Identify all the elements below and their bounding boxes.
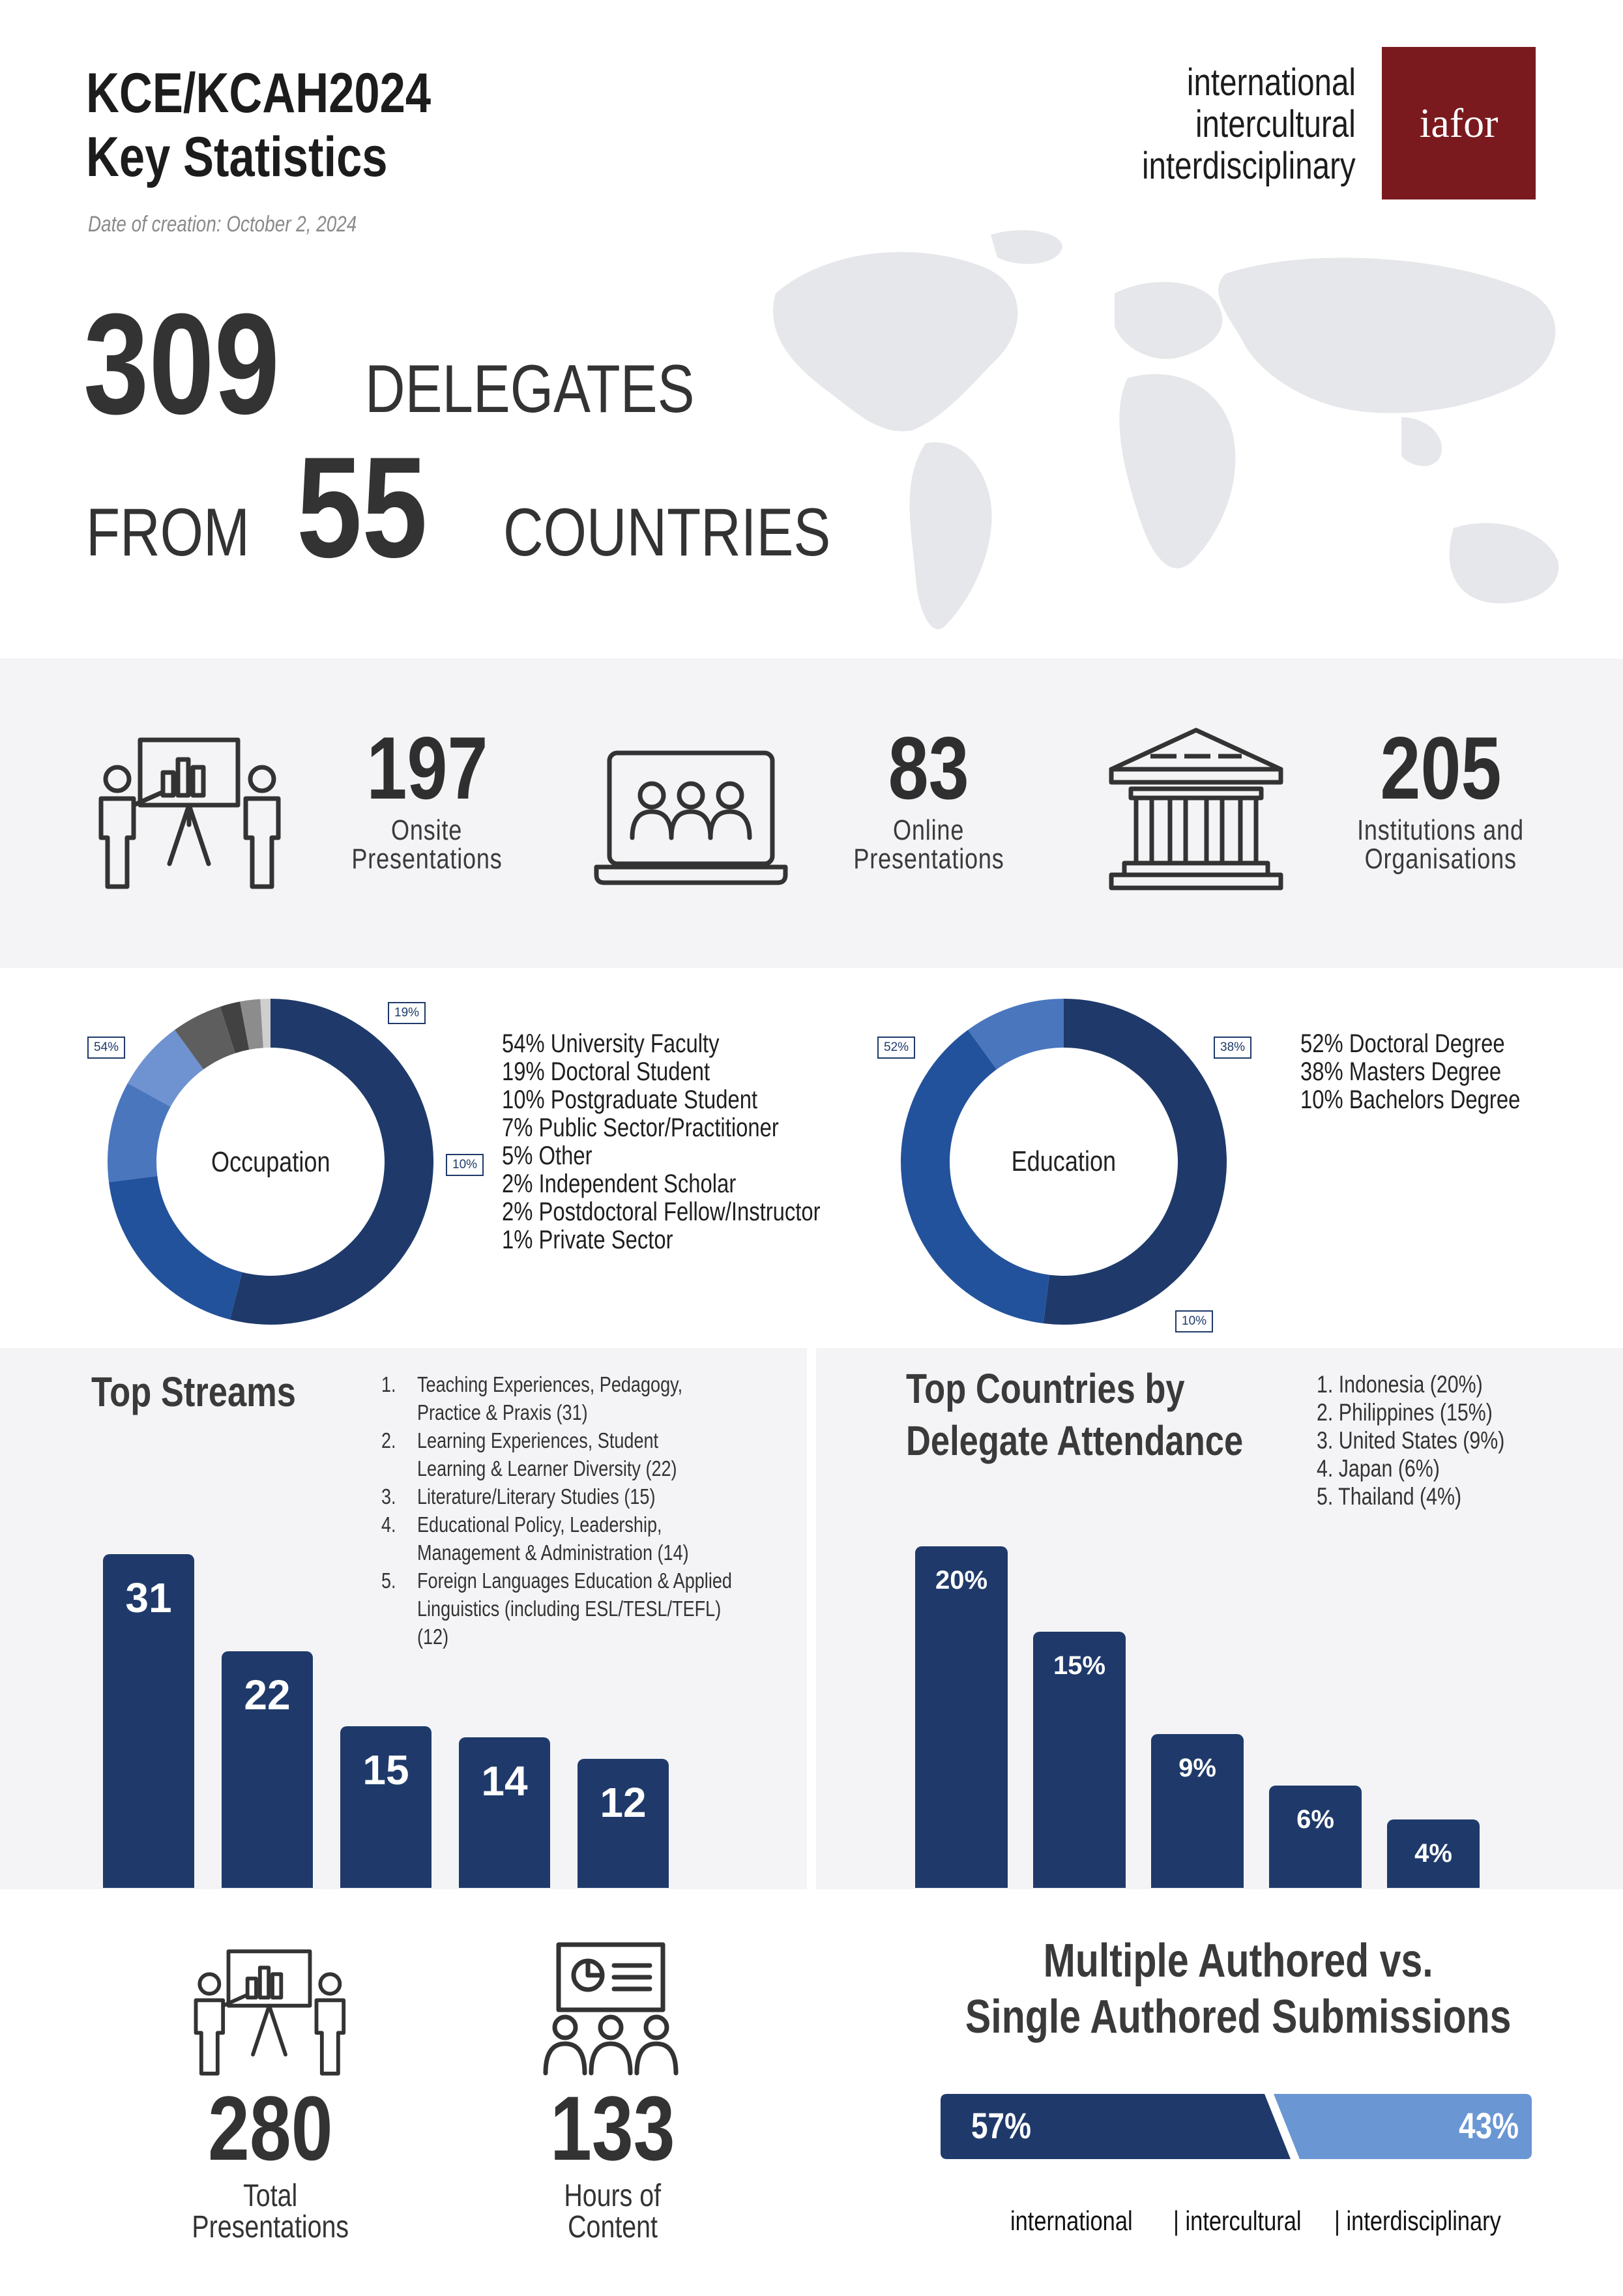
title-line-2: Key Statistics [86,126,388,188]
total-presentations-count: 280 [208,2077,333,2179]
institutions-count: 205 [1379,718,1502,817]
title-line-1: KCE/KCAH2024 [86,62,431,125]
occupation-center-label: Occupation [211,1146,330,1178]
bar-value-label: 22 [244,1671,291,1718]
list-item: 2. Learning Experiences, Student Learning & Learner Diversity (22) [381,1428,677,1480]
legend-item: 2% Postdoctoral Fellow/Instructor [502,1198,821,1226]
bottom-tagline: international | intercultural | interdisciplinary [1010,2205,1501,2236]
education-callout-52: 52% [877,1037,915,1059]
bar-value-label: 31 [125,1574,172,1621]
legend-item: 54% University Faculty [502,1029,720,1058]
bar-value-label: 4% [1414,1839,1452,1868]
bar-value-label: 15 [362,1746,409,1793]
delegates-count: 309 [83,284,280,444]
bar-value-label: 9% [1178,1754,1216,1782]
onsite-presentations-count: 197 [366,718,488,817]
list-item: 1. Teaching Experiences, Pedagogy, Practice & Praxis (31) [381,1372,683,1424]
legend-item: 7% Public Sector/Practitioner [502,1113,779,1142]
education-callout-10: 10% [1175,1310,1213,1332]
hours-label: Hours of Content [564,2179,662,2244]
legend-item: 1% Private Sector [502,1226,673,1254]
legend-item: 10% Postgraduate Student [502,1085,758,1114]
onsite-presentations-label: Onsite Presentations [351,814,503,875]
multiple-authored-pct: 57% [971,2105,1031,2146]
list-item: 1. Indonesia (20%) [1317,1371,1483,1398]
bar-value-label: 20% [935,1566,988,1595]
tagline-line-3: interdisciplinary [1142,145,1356,187]
countries-title: Top Countries by Delegate Attendance [906,1365,1244,1464]
legend-item: 10% Bachelors Degree [1300,1085,1521,1114]
list-item: 4. Japan (6%) [1317,1455,1440,1482]
single-authored-pct: 43% [1459,2105,1519,2146]
from-label: FROM [86,495,250,570]
countries-count: 55 [297,427,428,587]
occupation-callout-19: 19% [388,1002,426,1024]
countries-label: COUNTRIES [503,495,831,570]
authored-title: Multiple Authored vs. Single Authored Submissions [965,1935,1512,2043]
legend-item: 19% Doctoral Student [502,1057,710,1086]
education-callout-38: 38% [1214,1037,1251,1059]
total-presentations-label: Total Presentations [192,2179,349,2244]
creation-date: Date of creation: October 2, 2024 [88,212,357,237]
iafor-logo: iafor [1382,47,1536,199]
online-presentations-label: Online Presentations [853,814,1004,875]
legend-item: 2% Independent Scholar [502,1170,737,1198]
list-item: 5. Thailand (4%) [1317,1483,1462,1510]
streams-title: Top Streams [91,1368,296,1415]
bar-value-label: 6% [1296,1805,1334,1834]
tagline-line-1: international [1186,61,1356,104]
institutions-label: Institutions and Organisations [1357,814,1524,875]
list-item: 2. Philippines (15%) [1317,1399,1493,1426]
education-center-label: Education [1011,1145,1117,1177]
list-item: 3. United States (9%) [1317,1427,1505,1454]
occupation-callout-10: 10% [446,1154,484,1176]
legend-item: 5% Other [502,1141,592,1170]
bar-value-label: 14 [481,1758,528,1804]
hours-count: 133 [550,2077,675,2179]
legend-item: 38% Masters Degree [1300,1057,1502,1086]
occupation-callout-54: 54% [87,1037,125,1059]
list-item: 5. Foreign Languages Education & Applied Linguistics (including ESL/TESL/TEFL) (12) [381,1568,732,1649]
bar-value-label: 12 [600,1779,647,1826]
legend-item: 52% Doctoral Degree [1300,1029,1505,1058]
tagline-line-2: intercultural [1195,103,1356,145]
list-item: 3. Literature/Literary Studies (15) [381,1484,656,1509]
list-item: 4. Educational Policy, Leadership, Management & Administration (14) [381,1512,689,1565]
delegates-label: DELEGATES [365,351,695,427]
online-presentations-count: 83 [888,718,970,817]
bar-value-label: 15% [1053,1651,1106,1680]
